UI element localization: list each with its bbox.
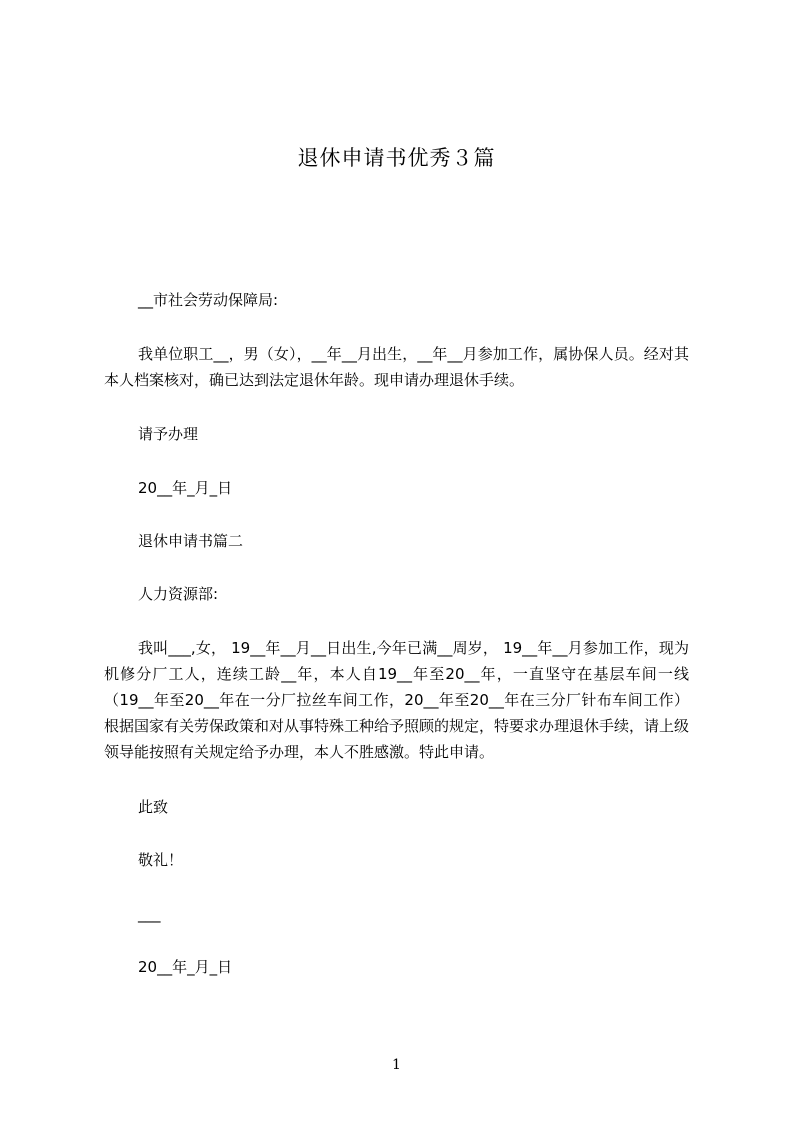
letter2-body: 我叫___,女， 19__年__月__日出生,今年已满__周岁， 19__年__月参加工作，现为机修分厂工人，连续工龄__年，本人自19__年至20__年，一直坚守在基层车间一线（19__年至20__年在一分厂拉丝车间工作，20__年至20__年在三分厂针布车间工作）根据国家有关劳保政策和对从事特殊工种给予照顾的规定，特要求办理退休手续，请上级领导能按照有关规定给予办理，本人不胜感激。特此申请。	[104, 639, 690, 761]
letter2-date: 20__年_月_日	[138, 958, 233, 976]
letter2-heading: 退休申请书篇二	[138, 532, 244, 550]
page-number: 1	[392, 1057, 401, 1073]
letter1-body: 我单位职工__，男（女），__年__月出生，__年__月参加工作，属协保人员。经对其本人档案核对，确已达到法定退休年龄。现申请办理退休手续。	[104, 345, 689, 389]
letter2-closing-2: 敬礼！	[138, 851, 184, 869]
letter2-signature: ___	[138, 905, 161, 923]
letter1-request: 请予办理	[138, 425, 199, 443]
letter1-recipient: __市社会劳动保障局:	[138, 291, 279, 309]
document-title: 退休申请书优秀３篇	[297, 146, 496, 170]
letter2-closing-1: 此致	[138, 798, 169, 816]
letter1-date: 20__年_月_日	[138, 479, 233, 497]
letter2-recipient: 人力资源部:	[138, 585, 219, 603]
